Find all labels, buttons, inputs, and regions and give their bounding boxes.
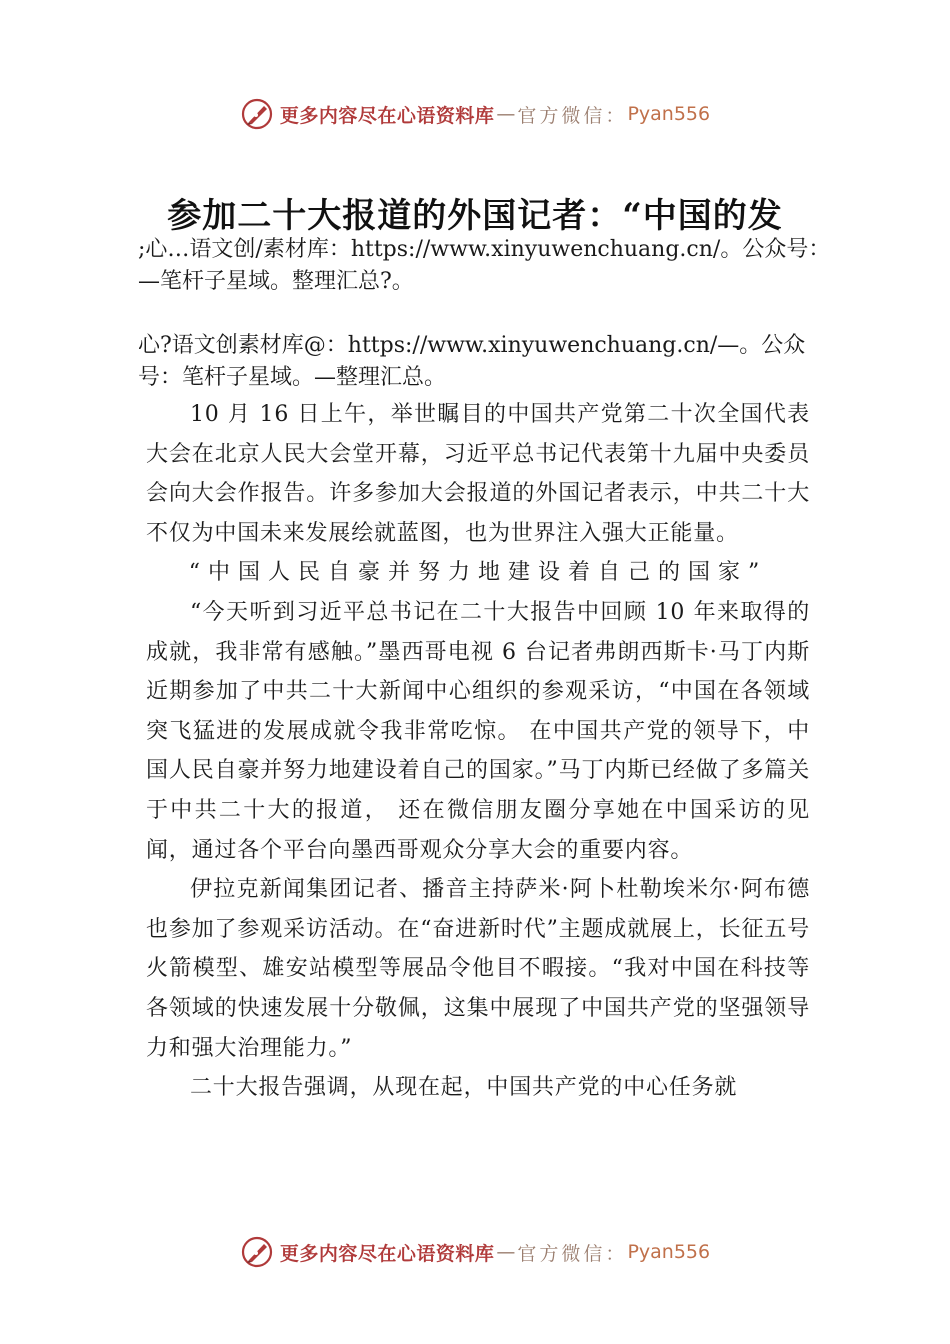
- banner-dash: —: [496, 103, 516, 125]
- section-heading: “中国人民自豪并努力地建设着自己的国家”: [188, 560, 768, 586]
- header-banner: [0, 94, 950, 134]
- banner-text: 更多内容尽在心语资料库: [279, 1242, 495, 1265]
- banner-wechat-id: Pyan556: [627, 1241, 711, 1263]
- pen-logo-icon: [240, 97, 274, 131]
- paragraph: 伊拉克新闻集团记者、播音主持萨米·阿卜杜勒埃米尔·阿布德也参加了参观采访活动。在“奋进新时代”主题成就展上，长征五号火箭模型、雄安站模型等展品令他目不暇接。“我对中国在科技等各领域的快速发展十分敬佩，这集中展现了中国共产党的坚强领导力和强大治理能力。”: [146, 877, 810, 1061]
- paragraph: 10 月 16 日上午，举世瞩目的中国共产党第二十次全国代表大会在北京人民大会堂开幕，习近平总书记代表第十九届中央委员会向大会作报告。许多参加大会报道的外国记者表示，中共二十大不仅为中国未来发展绘就蓝图，也为世界注入强大正能量。: [146, 402, 810, 546]
- banner-text: 更多内容尽在心语资料库: [279, 104, 495, 127]
- source-note-1: ;心…语文创/素材库：https://www.xinyuwenchuang.cn/。公众号：—笔杆子星域。整理汇总?。: [138, 237, 831, 294]
- paragraph: “今天听到习近平总书记在二十大报告中回顾 10 年来取得的成就，我非常有感触。”墨西哥电视 6 台记者弗朗西斯卡·马丁内斯近期参加了中共二十大新闻中心组织的参观采访，“中国在各领域突飞猛进的发展成就令我非常吃惊。 在中国共产党的领导下，中国人民自豪并努力地建设着自己的国家。”马丁内斯已经做了多篇关于中共二十大的报道， 还在微信朋友圈分享她在中国采访的见闻，通过各个平台向墨西哥观众分享大会的重要内容。: [146, 599, 810, 863]
- pen-logo-icon: [240, 1235, 274, 1269]
- source-note-2: 心?语文创素材库@：https://www.xinyuwenchuang.cn/—。公众号：笔杆子星域。—整理汇总。: [138, 333, 806, 390]
- paragraph: 二十大报告强调，从现在起，中国共产党的中心任务就: [190, 1075, 738, 1101]
- article-body: [146, 395, 810, 1108]
- banner-wechat-label: 官方微信：: [517, 104, 628, 127]
- banner-wechat-label: 官方微信：: [517, 1242, 628, 1265]
- banner-dash: —: [496, 1241, 516, 1263]
- article-title: 参加二十大报道的外国记者：“中国的发: [167, 196, 783, 236]
- banner-wechat-id: Pyan556: [627, 103, 711, 125]
- footer-banner: [0, 1232, 950, 1272]
